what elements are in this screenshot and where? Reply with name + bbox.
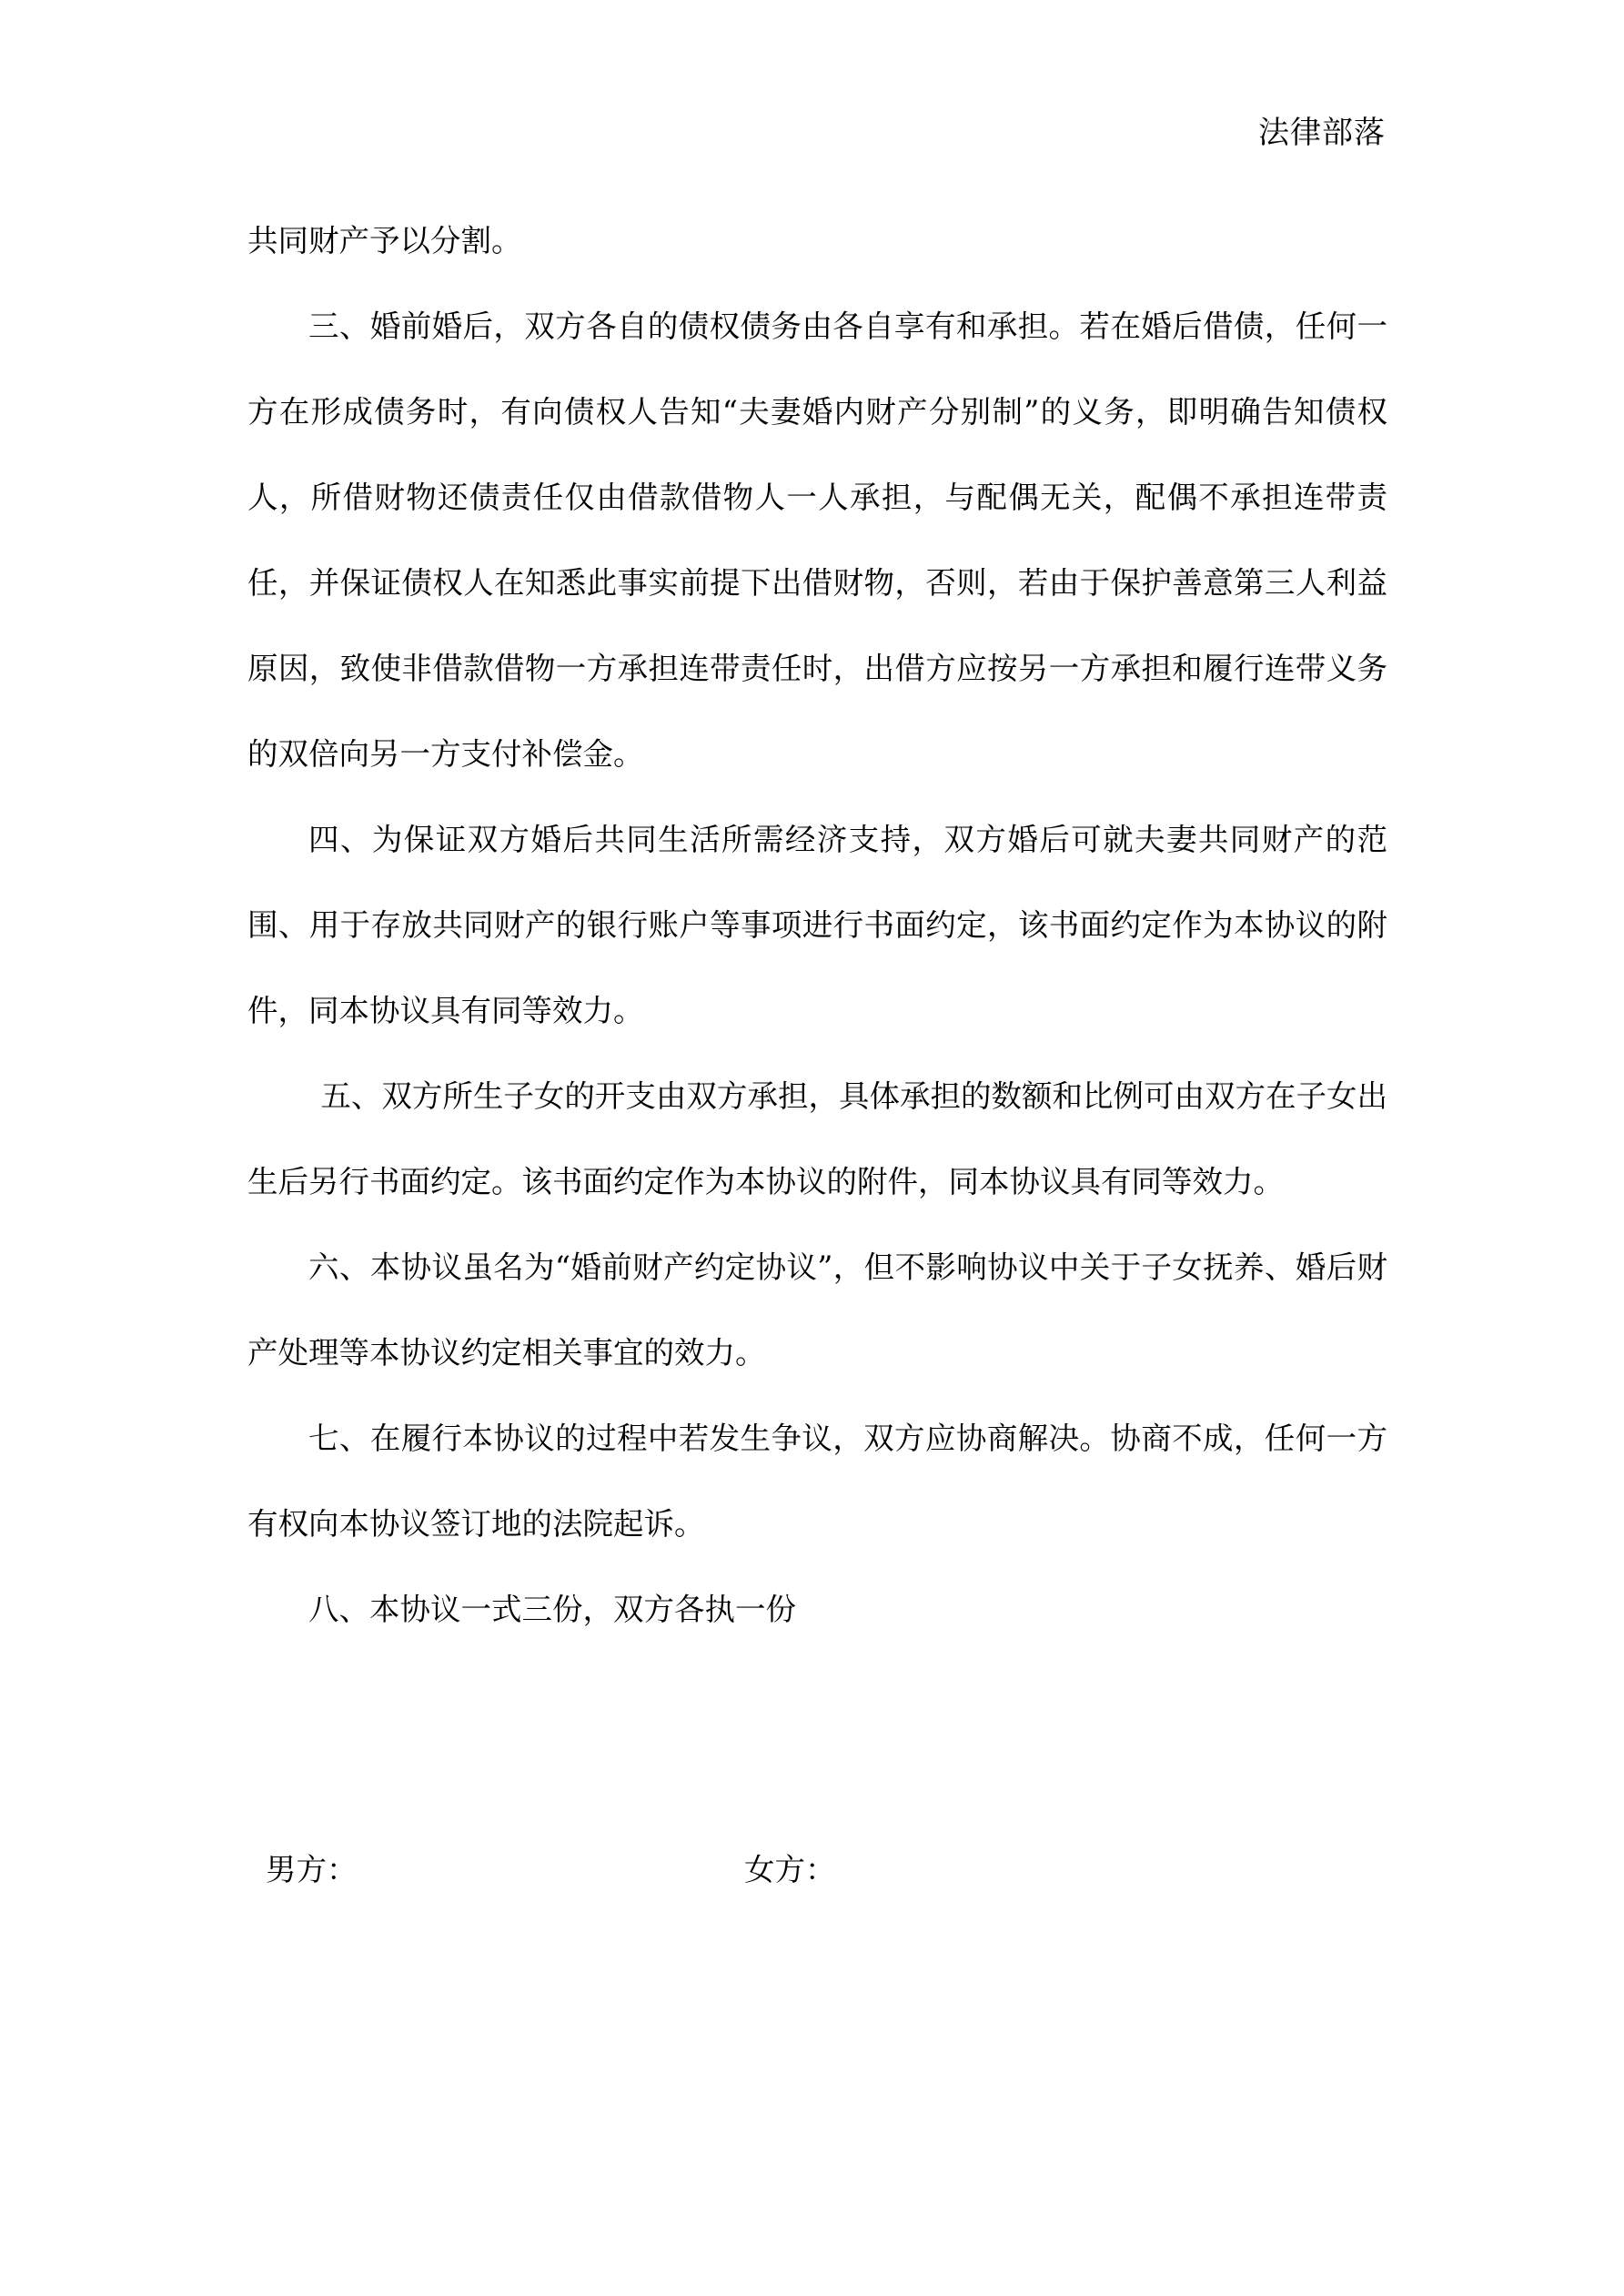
clause-4: 四、为保证双方婚后共同生活所需经济支持，双方婚后可就夫妻共同财产的范围、用于存放共同财产的银行账户等事项进行书面约定，该书面约定作为本协议的附件，同本协议具有同等效力。	[247, 822, 1387, 1028]
male-signature-label: 男方：	[266, 1852, 358, 1887]
signature-row	[266, 1843, 1357, 1897]
agreement-body	[247, 198, 1387, 1653]
clause-6: 六、本协议虽名为“婚前财产约定协议”，但不影响协议中关于子女抚养、婚后财产处理等本协议约定相关事宜的效力。	[247, 1249, 1387, 1371]
clause-3: 三、婚前婚后，双方各自的债权债务由各自享有和承担。若在婚后借债，任何一方在形成债务时，有向债权人告知“夫妻婚内财产分别制”的义务，即明确告知债权人，所借财物还债责任仅由借款借物人一人承担，与配偶无关，配偶不承担连带责任，并保证债权人在知悉此事实前提下出借财物，否则，若由于保护善意第三人利益原因，致使非借款借物一方承担连带责任时，出借方应按另一方承担和履行连带义务的双倍向另一方支付补偿金。	[247, 308, 1387, 772]
paragraph-continuation: 共同财产予以分割。	[247, 223, 522, 258]
female-signature-label: 女方：	[744, 1852, 836, 1887]
clause-7: 七、在履行本协议的过程中若发生争议，双方应协商解决。协商不成，任何一方有权向本协议签订地的法院起诉。	[247, 1421, 1387, 1542]
clause-5: 五、双方所生子女的开支由双方承担，具体承担的数额和比例可由双方在子女出生后另行书面约定。该书面约定作为本协议的附件，同本协议具有同等效力。	[247, 1078, 1387, 1199]
clause-8: 八、本协议一式三份，双方各执一份	[308, 1592, 796, 1627]
page-header-label: 法律部落	[1258, 115, 1386, 151]
